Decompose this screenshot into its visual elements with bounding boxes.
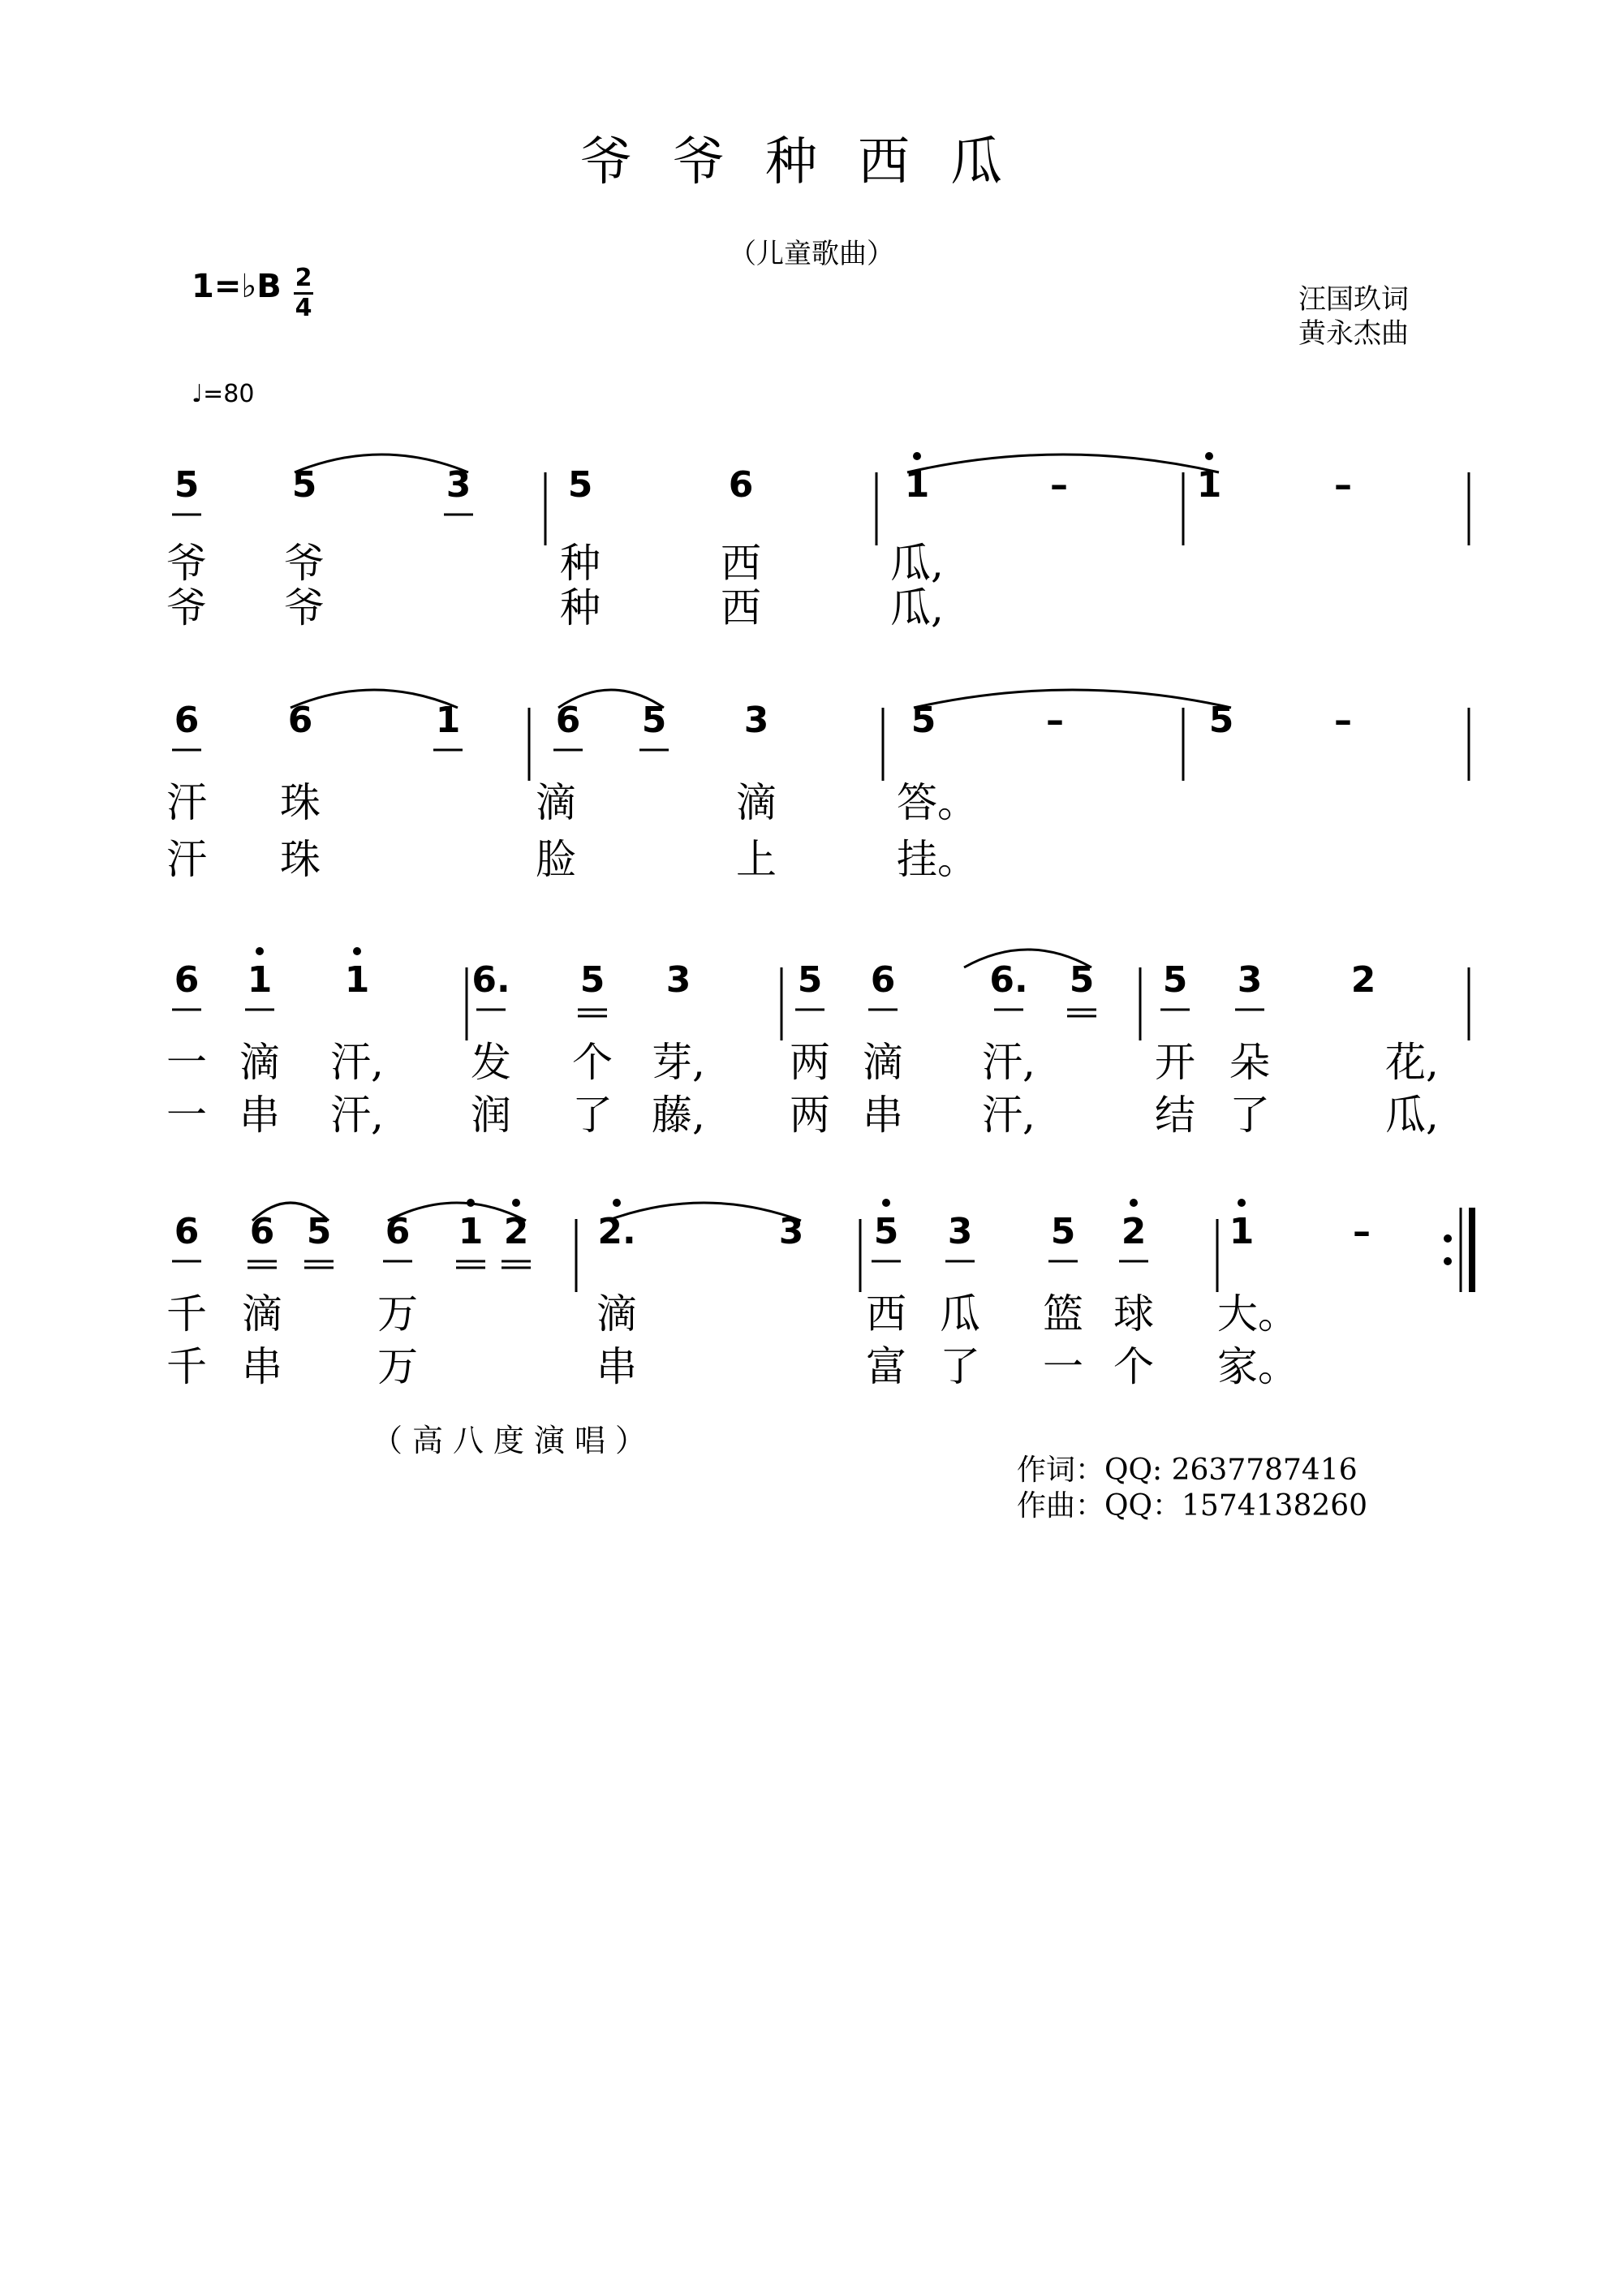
note: –	[1334, 464, 1352, 506]
octave-dot	[256, 947, 264, 955]
note: –	[1050, 464, 1068, 506]
note: 2	[503, 1211, 529, 1252]
note: 1	[458, 1211, 484, 1252]
note: 3	[446, 464, 471, 506]
lyric-char: 爷	[166, 540, 207, 587]
note: 6	[287, 700, 313, 741]
note: 6	[870, 959, 896, 1001]
note: 6	[174, 1211, 200, 1252]
slur	[388, 1203, 526, 1221]
lyric-char: 串	[239, 1092, 280, 1139]
note: –	[1046, 700, 1064, 741]
lyric-char: 种	[560, 584, 601, 631]
note: 5	[567, 464, 593, 506]
lyric-char: 西	[866, 1290, 906, 1338]
lyric-char: 西	[721, 540, 761, 587]
octave-dot	[882, 1199, 890, 1207]
note: 3	[1237, 959, 1263, 1001]
note: 2	[1121, 1211, 1147, 1252]
lyric-char: 结	[1155, 1092, 1195, 1139]
performance-note: （高八度演唱）	[372, 1423, 657, 1458]
note: 5	[873, 1211, 899, 1252]
lyric-char: 芽,	[652, 1039, 705, 1086]
lyric-char: 瓜	[940, 1290, 980, 1338]
lyric-char: 瓜,	[890, 584, 944, 631]
octave-dot	[512, 1199, 520, 1207]
lyric-char: 朵	[1229, 1039, 1270, 1086]
lyric-char: 润	[471, 1092, 511, 1139]
note: 1	[344, 959, 370, 1001]
lyric-char: 汗	[166, 779, 207, 826]
lyric-char: 个	[572, 1039, 613, 1086]
lyric-char: 个	[1113, 1343, 1154, 1390]
lyric-char: 一	[166, 1092, 207, 1139]
lyric-char: 开	[1155, 1039, 1195, 1086]
lyric-char: 藤,	[652, 1092, 705, 1139]
lyric-char: 上	[736, 836, 777, 883]
lyric-char: 两	[790, 1039, 830, 1086]
octave-dot	[913, 452, 921, 460]
octave-dot	[1130, 1199, 1138, 1207]
octave-dot	[613, 1199, 621, 1207]
note: 5	[291, 464, 317, 506]
note: 3	[665, 959, 691, 1001]
lyric-char: 挂。	[897, 836, 978, 883]
note: 3	[743, 700, 769, 741]
composer-qq: 作曲：QQ：1574138260	[1017, 1489, 1368, 1523]
note: 5	[306, 1211, 332, 1252]
octave-dot	[1238, 1199, 1246, 1207]
lyric-char: 滴	[736, 779, 777, 826]
note: 1	[1229, 1211, 1255, 1252]
lyric-char: 发	[471, 1039, 511, 1086]
lyric-char: 滴	[239, 1039, 280, 1086]
note: 6	[174, 700, 200, 741]
key-signature: 1=♭B	[192, 268, 282, 305]
note: 3	[947, 1211, 973, 1252]
lyricist-credit: 汪国玖词	[1298, 283, 1409, 316]
slur	[295, 454, 468, 472]
note: 5	[641, 700, 667, 741]
lyric-char: 爷	[166, 584, 207, 631]
repeat-dot	[1444, 1257, 1452, 1265]
lyric-char: 西	[721, 584, 761, 631]
time-signature-bottom: 4	[295, 294, 312, 322]
lyric-char: 爷	[284, 584, 325, 631]
note: 2	[1350, 959, 1376, 1001]
note: 6	[555, 700, 581, 741]
note: 6.	[471, 959, 510, 1001]
lyric-char: 串	[863, 1092, 903, 1139]
lyric-char: 富	[866, 1343, 906, 1390]
note: 1	[435, 700, 461, 741]
note: 1	[247, 959, 273, 1001]
note: 6	[385, 1211, 411, 1252]
lyric-char: 汗,	[982, 1092, 1035, 1139]
note: 5	[911, 700, 936, 741]
slur	[914, 690, 1231, 708]
note: 2.	[597, 1211, 636, 1252]
song-title: 爷爷种西瓜	[580, 132, 1043, 192]
lyric-char: 一	[166, 1039, 207, 1086]
lyric-char: 球	[1113, 1290, 1154, 1338]
octave-dot	[1205, 452, 1213, 460]
lyric-char: 汗,	[330, 1092, 384, 1139]
tempo-marking: ♩=80	[192, 380, 255, 408]
slur	[907, 454, 1219, 472]
lyric-char: 大。	[1217, 1290, 1298, 1338]
slur	[964, 950, 1091, 967]
note: 6	[728, 464, 754, 506]
note: 3	[778, 1211, 804, 1252]
lyric-char: 串	[596, 1343, 637, 1390]
slur	[252, 1203, 329, 1221]
lyric-char: 了	[572, 1092, 613, 1139]
lyric-char: 汗,	[330, 1039, 384, 1086]
time-signature-top: 2	[295, 264, 312, 292]
note: 5	[579, 959, 605, 1001]
lyric-char: 滴	[596, 1290, 637, 1338]
note: 6	[249, 1211, 275, 1252]
note: 6.	[989, 959, 1028, 1001]
lyric-char: 汗,	[982, 1039, 1035, 1086]
lyric-char: 千	[166, 1290, 207, 1338]
lyric-char: 一	[1043, 1343, 1083, 1390]
note: 5	[1050, 1211, 1076, 1252]
composer-credit: 黄永杰曲	[1298, 317, 1409, 350]
slur	[558, 690, 664, 708]
lyric-char: 了	[940, 1343, 980, 1390]
lyric-char: 珠	[280, 836, 321, 883]
lyric-char: 爷	[284, 540, 325, 587]
slur	[607, 1203, 801, 1221]
note: 1	[904, 464, 930, 506]
lyric-char: 答。	[897, 779, 978, 826]
lyric-char: 种	[560, 540, 601, 587]
lyric-char: 滴	[863, 1039, 903, 1086]
contact-info	[1017, 1453, 1367, 1524]
lyric-char: 滴	[242, 1290, 282, 1338]
note: 6	[174, 959, 200, 1001]
lyric-char: 滴	[536, 779, 576, 826]
lyric-char: 珠	[280, 779, 321, 826]
note: –	[1334, 700, 1352, 741]
lyricist-qq: 作词：QQ: 2637787416	[1017, 1454, 1358, 1487]
lyric-char: 瓜,	[890, 540, 944, 587]
note: 5	[174, 464, 200, 506]
lyric-char: 万	[377, 1343, 418, 1390]
note: 5	[1208, 700, 1234, 741]
lyric-char: 千	[166, 1343, 207, 1390]
lyric-char: 篮	[1043, 1290, 1083, 1338]
note: 5	[1162, 959, 1188, 1001]
slur	[291, 690, 458, 708]
note: 5	[797, 959, 823, 1001]
lyric-char: 脸	[536, 836, 576, 883]
lyric-char: 汗	[166, 836, 207, 883]
note: 5	[1069, 959, 1095, 1001]
lyric-char: 了	[1229, 1092, 1270, 1139]
lyric-char: 瓜,	[1385, 1092, 1439, 1139]
lyric-char: 万	[377, 1290, 418, 1338]
lyric-char: 两	[790, 1092, 830, 1139]
note: –	[1353, 1211, 1371, 1252]
song-subtitle: （儿童歌曲）	[729, 238, 894, 270]
note: 1	[1196, 464, 1222, 506]
lyric-char: 花,	[1385, 1039, 1439, 1086]
octave-dot	[353, 947, 361, 955]
repeat-dot	[1444, 1234, 1452, 1243]
lyric-char: 串	[242, 1343, 282, 1390]
lyric-char: 家。	[1217, 1343, 1298, 1390]
